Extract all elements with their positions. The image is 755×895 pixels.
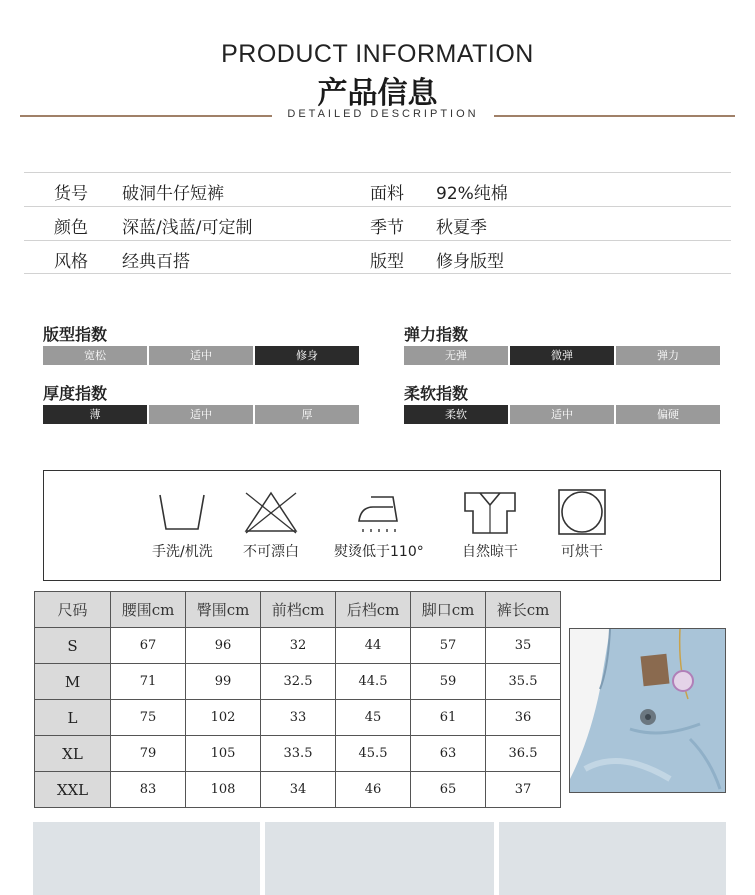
info-table [24, 172, 731, 274]
elasticity-index-title: 弹力指数 [404, 325, 469, 344]
care-item [556, 489, 608, 561]
no-bleach-icon [240, 489, 302, 535]
table-cell: 32 [261, 628, 336, 664]
size-cell: M [35, 664, 111, 700]
title-english: PRODUCT INFORMATION [221, 40, 534, 68]
info-value: 深蓝/浅蓝/可定制 [122, 218, 253, 238]
size-header: 尺码 [35, 592, 111, 628]
waist-header: 腰围cm [111, 592, 186, 628]
size-cell: XXL [35, 772, 111, 808]
subtitle: DETAILED DESCRIPTION [287, 108, 479, 120]
hand-wash-icon [154, 489, 210, 535]
info-label: 颜色 [54, 218, 88, 238]
info-label: 面料 [370, 184, 404, 204]
care-instructions [43, 470, 721, 581]
elasticity-option: 无弹 [404, 346, 508, 365]
elasticity-option: 弹力 [616, 346, 720, 365]
leg-opening-header: 脚口cm [411, 592, 486, 628]
table-cell: 67 [111, 628, 186, 664]
table-cell: 36.5 [486, 736, 561, 772]
table-cell: 44.5 [336, 664, 411, 700]
size-table-header [35, 592, 561, 628]
care-item [240, 489, 302, 561]
softness-index-title: 柔软指数 [404, 384, 469, 403]
thickness-index [43, 381, 359, 424]
table-cell: 99 [186, 664, 261, 700]
size-cell: XL [35, 736, 111, 772]
table-cell: 33.5 [261, 736, 336, 772]
title-rule-right [494, 115, 735, 117]
care-label: 手洗/机洗 [152, 544, 213, 560]
info-value: 秋夏季 [436, 218, 487, 238]
table-cell: 105 [186, 736, 261, 772]
fit-index [43, 322, 359, 365]
table-cell: 79 [111, 736, 186, 772]
title-chinese: 产品信息 [317, 76, 438, 111]
fit-option: 修身 [255, 346, 359, 365]
back-rise-header: 后档cm [336, 592, 411, 628]
info-value: 经典百搭 [122, 252, 190, 272]
table-cell: 71 [111, 664, 186, 700]
length-header: 裤长cm [486, 592, 561, 628]
info-value: 修身版型 [436, 252, 504, 272]
table-cell: 65 [411, 772, 486, 808]
table-cell: 45.5 [336, 736, 411, 772]
info-row [24, 172, 731, 206]
hip-header: 臀围cm [186, 592, 261, 628]
care-label: 不可漂白 [243, 544, 299, 560]
table-cell: 32.5 [261, 664, 336, 700]
thickness-option: 薄 [43, 405, 147, 424]
table-row [35, 772, 561, 808]
jeans-waistband-image [570, 629, 726, 793]
table-cell: 63 [411, 736, 486, 772]
product-detail-photo [569, 628, 726, 793]
elasticity-option: 微弹 [510, 346, 614, 365]
table-cell: 36 [486, 700, 561, 736]
info-value: 破洞牛仔短裤 [122, 184, 224, 204]
fit-index-title: 版型指数 [43, 325, 108, 344]
care-label: 自然晾干 [462, 544, 518, 560]
table-cell: 35 [486, 628, 561, 664]
table-cell: 37 [486, 772, 561, 808]
fit-option: 适中 [149, 346, 253, 365]
dry-flat-icon [462, 489, 518, 535]
softness-option: 偏硬 [616, 405, 720, 424]
color-swatch [33, 822, 260, 895]
table-cell: 59 [411, 664, 486, 700]
care-label: 可烘干 [561, 544, 603, 560]
table-row [35, 628, 561, 664]
table-cell: 44 [336, 628, 411, 664]
thickness-option: 厚 [255, 405, 359, 424]
table-cell: 35.5 [486, 664, 561, 700]
table-cell: 83 [111, 772, 186, 808]
iron-low-icon [351, 489, 407, 535]
table-row [35, 664, 561, 700]
table-cell: 108 [186, 772, 261, 808]
table-cell: 96 [186, 628, 261, 664]
thickness-option: 适中 [149, 405, 253, 424]
table-row [35, 700, 561, 736]
thickness-index-title: 厚度指数 [43, 384, 108, 403]
table-cell: 45 [336, 700, 411, 736]
elasticity-index [404, 322, 720, 365]
care-item [334, 489, 424, 561]
size-cell: S [35, 628, 111, 664]
front-rise-header: 前档cm [261, 592, 336, 628]
table-cell: 75 [111, 700, 186, 736]
info-label: 风格 [54, 252, 88, 272]
info-label: 货号 [54, 184, 88, 204]
info-label: 季节 [370, 218, 404, 238]
fit-option: 宽松 [43, 346, 147, 365]
title-rule-left [20, 115, 272, 117]
care-item [152, 489, 213, 561]
care-item [462, 489, 518, 561]
table-cell: 57 [411, 628, 486, 664]
table-cell: 46 [336, 772, 411, 808]
table-cell: 102 [186, 700, 261, 736]
color-swatch [265, 822, 494, 895]
info-value: 92%纯棉 [436, 184, 508, 204]
softness-option: 柔软 [404, 405, 508, 424]
size-cell: L [35, 700, 111, 736]
care-label: 熨烫低于110° [334, 544, 424, 560]
table-cell: 61 [411, 700, 486, 736]
color-swatch [499, 822, 726, 895]
size-table [34, 591, 561, 808]
softness-index [404, 381, 720, 424]
table-cell: 34 [261, 772, 336, 808]
softness-option: 适中 [510, 405, 614, 424]
table-row [35, 736, 561, 772]
info-row [24, 206, 731, 240]
table-cell: 33 [261, 700, 336, 736]
info-row [24, 240, 731, 274]
tumble-dry-icon [556, 489, 608, 535]
info-label: 版型 [370, 252, 404, 272]
